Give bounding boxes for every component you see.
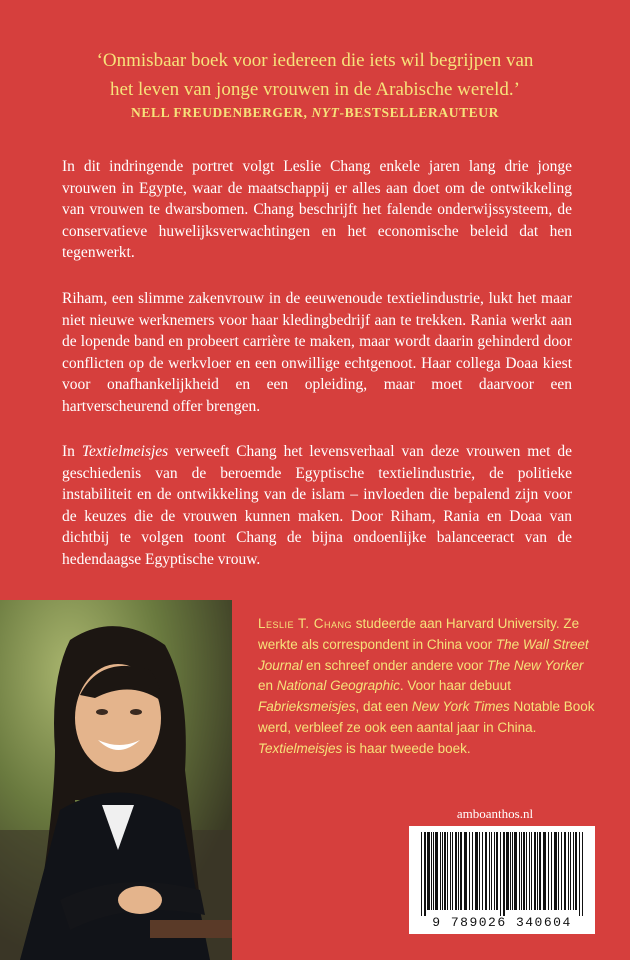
barcode-bars	[409, 826, 595, 916]
isbn-number: 9 789026 340604	[432, 915, 572, 930]
attribution-author: NELL FREUDENBERGER,	[131, 105, 312, 120]
barcode-bar	[485, 832, 487, 910]
barcode-bar	[427, 832, 430, 910]
barcode-bar	[460, 832, 462, 910]
barcode-bar	[424, 832, 426, 916]
barcode-bar	[543, 832, 546, 910]
barcode-bar	[500, 832, 501, 916]
barcode-bar	[442, 832, 443, 910]
bio-text-3: en	[258, 678, 277, 694]
barcode-bar	[475, 832, 478, 910]
bio-text-5: , dat een	[355, 699, 412, 715]
barcode-bar	[447, 832, 448, 910]
barcode-bar	[582, 832, 583, 916]
barcode-bar	[573, 832, 574, 910]
author-portrait-illustration	[0, 600, 232, 960]
barcode-bar	[514, 832, 517, 910]
bio-wsj: The Wall Street Journal	[258, 636, 589, 673]
bio-text-2: en schreef onder andere voor	[302, 657, 487, 673]
barcode-bar	[452, 832, 453, 910]
blurb-paragraph-3	[62, 441, 572, 571]
barcode-bar	[496, 832, 498, 910]
barcode-bar	[458, 832, 459, 910]
bio-text-4: . Voor haar debuut	[399, 678, 511, 694]
attribution-suffix: -BESTSELLERAUTEUR	[339, 105, 499, 120]
author-bio	[258, 614, 598, 760]
quote-line-2: het leven van jonge vrouwen in de Arabische wereld.’	[110, 79, 520, 100]
barcode-bar	[421, 832, 422, 916]
barcode-bar	[531, 832, 532, 910]
barcode-bar	[440, 832, 441, 910]
barcode-bar	[494, 832, 495, 910]
bio-textielmeisjes: Textielmeisjes	[258, 740, 343, 756]
barcode-bar	[435, 832, 438, 910]
barcode-bar	[506, 832, 509, 910]
p3-title: Textielmeisjes	[81, 443, 169, 460]
barcode-bar	[503, 832, 505, 916]
barcode-bar	[450, 832, 451, 910]
barcode-bar	[444, 832, 446, 910]
bio-natgeo: National Geographic	[276, 678, 400, 694]
bio-text-6: Notable Book werd, verbleef ze ook een aantal jaar in China.	[258, 699, 595, 735]
author-name: Leslie T. Chang	[258, 616, 353, 631]
barcode-bar	[510, 832, 511, 910]
attribution-nyt: NYT	[311, 105, 340, 120]
quote-line-1: ‘Onmisbaar boek voor iedereen die iets wil begrijpen van	[96, 50, 534, 71]
barcode-bar	[564, 832, 566, 910]
barcode-bar	[575, 832, 577, 910]
publisher-website: amboanthos.nl	[456, 806, 534, 821]
isbn-barcode	[409, 826, 595, 934]
barcode-bar	[561, 832, 562, 910]
blurb-paragraph-1: In dit indringende portret volgt Leslie Chang enkele jaren lang drie jonge vrouwen in Egypte, waar de maatschappij er alles aan doet om de ontwikkeling van vrouwen te dwarsbomen. Chang beschrijft het falende onderwijssysteem, de conservatieve huwelijksverwachtingen en het economische beleid dat hen tegenwerkt.	[62, 158, 572, 262]
barcode-bar	[526, 832, 527, 910]
barcode-bar	[551, 832, 552, 910]
barcode-bar	[523, 832, 525, 910]
barcode-bar	[431, 832, 432, 910]
barcode-bar	[479, 832, 480, 910]
barcode-bar	[489, 832, 490, 910]
quote-attribution	[40, 105, 590, 121]
barcode-bar	[579, 832, 580, 916]
barcode-bar	[558, 832, 559, 910]
barcode-bar	[529, 832, 530, 910]
barcode-bar	[433, 832, 434, 910]
barcode-bar	[539, 832, 541, 910]
barcode-bar	[537, 832, 538, 910]
p3-pre: In	[62, 443, 82, 460]
cover-quote	[40, 46, 590, 104]
barcode-bar	[472, 832, 473, 910]
barcode-bar	[469, 832, 470, 910]
p3-post: verweeft Chang het levensverhaal van deze vrouwen met de geschiedenis van de beroemde Egyptische textielindustrie, de politieke instabiliteit en de ontwikkeling van de islam – invloeden die bepalend zijn voor de keuzes die de vrouwen kunnen maken. Door Riham, Rania en Doaa van dichtbij te volgen toont Chang de bijna ondoenlijke balanceeract van de hedendaagse Egyptische vrouw.	[62, 443, 572, 568]
barcode-bar	[570, 832, 571, 910]
barcode-bar	[482, 832, 483, 910]
blurb-paragraph-2: Riham, een slimme zakenvrouw in de eeuwenoude textielindustrie, lukt het maar niet nieuwe werknemers voor haar kledingbedrijf aan te trekken. Rania werkt aan de lopende band en probeert carrière te maken, maar wordt daarin gehinderd door conflicten op de werkvloer en een onwillige echtgenoot. Haar collega Doaa kiest voor onafhankelijkheid en een opleiding, maar moet daarvoor een hartverscheurend offer brengen.	[62, 290, 572, 415]
bio-new-yorker: The New Yorker	[486, 657, 584, 673]
barcode-bar	[455, 832, 457, 910]
barcode-bar	[491, 832, 492, 910]
bio-text-7: is haar tweede boek.	[342, 740, 471, 756]
bio-fabrieksmeisjes: Fabrieksmeisjes	[258, 699, 356, 715]
barcode-bar	[548, 832, 549, 910]
bio-nyt: New York Times	[411, 699, 510, 715]
barcode-bar	[464, 832, 467, 910]
barcode-bar	[512, 832, 513, 910]
barcode-bar	[554, 832, 557, 910]
barcode-bar	[568, 832, 569, 910]
barcode-bar	[534, 832, 536, 910]
barcode-bar	[521, 832, 522, 910]
bio-text-1: studeerde aan Harvard University. Ze werkte als correspondent in China voor	[258, 616, 580, 652]
author-photo	[0, 600, 232, 960]
barcode-bar	[519, 832, 520, 910]
